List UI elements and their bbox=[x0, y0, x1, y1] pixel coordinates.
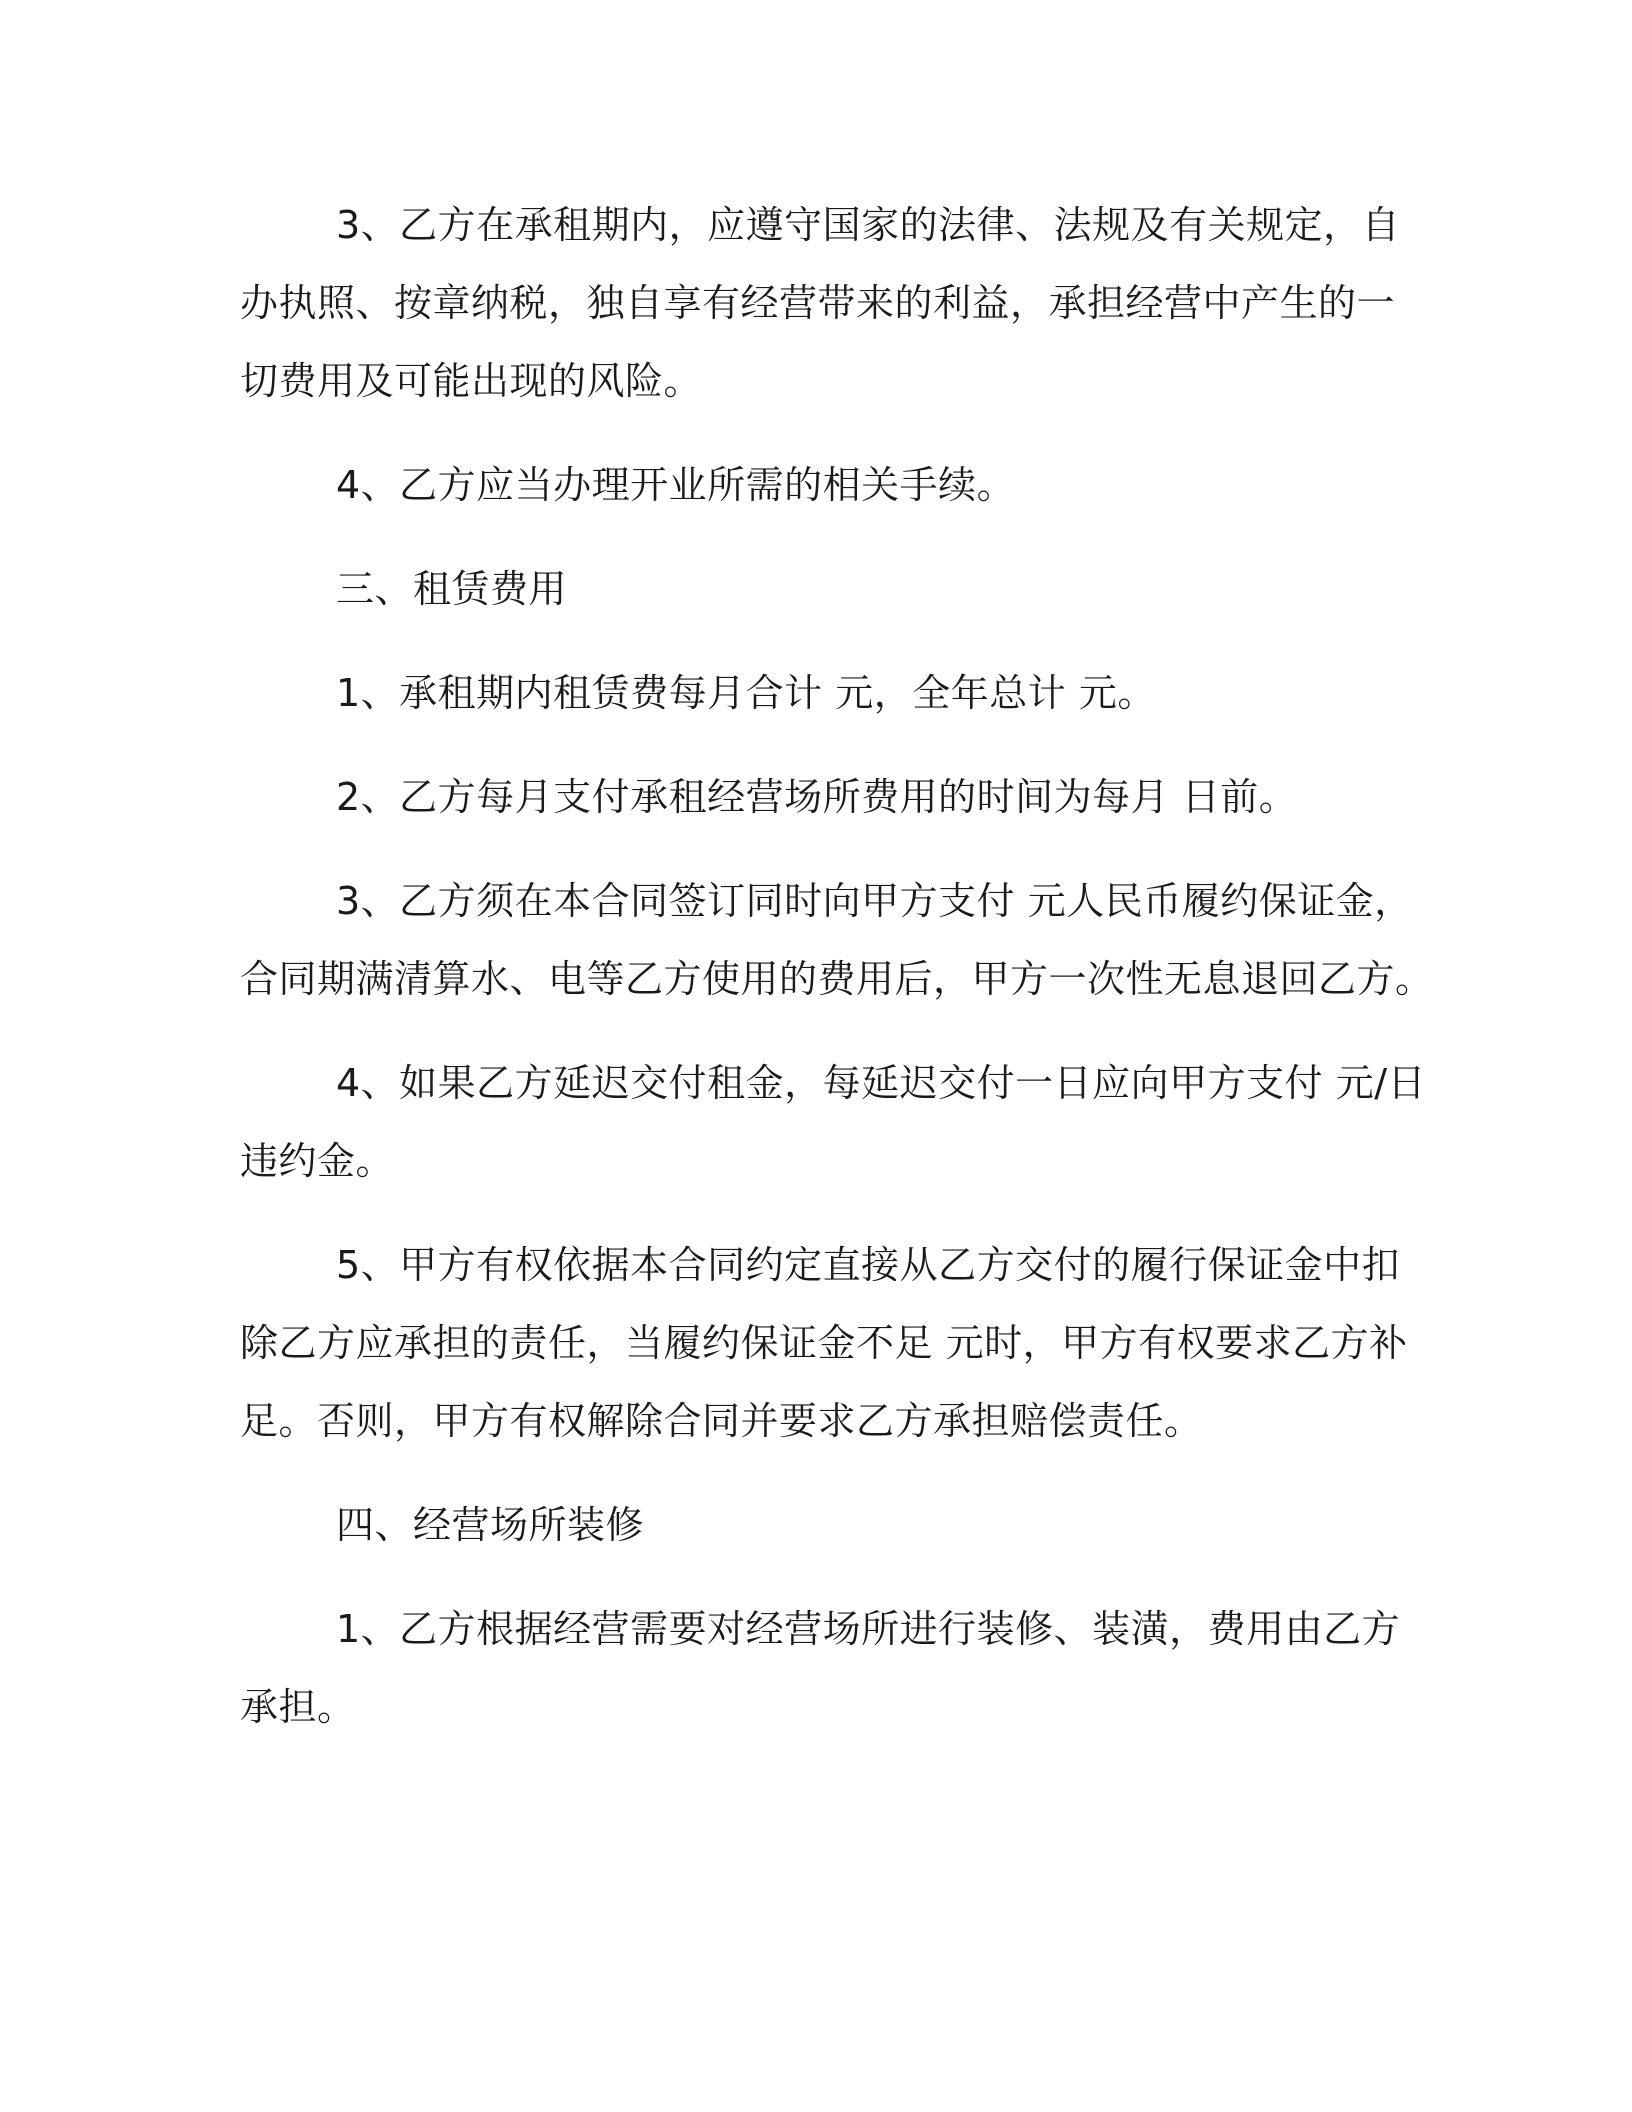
section-heading: 三、租赁费用 bbox=[336, 567, 568, 611]
paragraph-rent-clause-3 bbox=[240, 862, 1434, 1018]
paragraph-line: 足。否则，甲方有权解除合同并要求乙方承担赔偿责任。 bbox=[240, 1399, 1203, 1443]
paragraph-line: 切费用及可能出现的风险。 bbox=[240, 359, 703, 403]
paragraph-line: 4、乙方应当办理开业所需的相关手续。 bbox=[336, 463, 1016, 507]
paragraph-rent-clause-1 bbox=[240, 654, 1390, 732]
paragraph-line: 3、乙方在承租期内，应遵守国家的法律、法规及有关规定，自 bbox=[336, 203, 1401, 247]
paragraph-rent-clause-5 bbox=[240, 1226, 1408, 1460]
paragraph-rent-clause-2 bbox=[240, 758, 1390, 836]
paragraph-renovation-clause-1 bbox=[240, 1590, 1401, 1746]
paragraph-line: 4、如果乙方延迟交付租金，每延迟交付一日应向甲方支付 元/日 bbox=[336, 1061, 1427, 1105]
paragraph-line: 违约金。 bbox=[240, 1139, 395, 1183]
paragraph-line: 3、乙方须在本合同签订同时向甲方支付 元人民币履约保证金， bbox=[336, 879, 1413, 923]
paragraph-clause-4-procedures bbox=[240, 446, 1390, 524]
paragraph-line: 1、承租期内租赁费每月合计 元，全年总计 元。 bbox=[336, 671, 1156, 715]
section-heading-renovation bbox=[240, 1486, 1390, 1564]
document-page bbox=[240, 186, 1434, 1772]
paragraph-rent-clause-4 bbox=[240, 1044, 1427, 1200]
section-heading-rent-fees bbox=[240, 550, 1390, 628]
paragraph-line: 承担。 bbox=[240, 1685, 356, 1729]
paragraph-line: 2、乙方每月支付承租经营场所费用的时间为每月 日前。 bbox=[336, 775, 1298, 819]
section-heading: 四、经营场所装修 bbox=[336, 1503, 645, 1547]
paragraph-line: 合同期满清算水、电等乙方使用的费用后，甲方一次性无息退回乙方。 bbox=[240, 957, 1434, 1001]
paragraph-line: 1、乙方根据经营需要对经营场所进行装修、装潢，费用由乙方 bbox=[336, 1607, 1401, 1651]
paragraph-line: 5、甲方有权依据本合同约定直接从乙方交付的履行保证金中扣 bbox=[336, 1243, 1401, 1287]
paragraph-clause-3-lessee-obligations bbox=[240, 186, 1401, 420]
paragraph-line: 除乙方应承担的责任，当履约保证金不足 元时，甲方有权要求乙方补 bbox=[240, 1321, 1408, 1365]
paragraph-line: 办执照、按章纳税，独自享有经营带来的利益，承担经营中产生的一 bbox=[240, 281, 1396, 325]
